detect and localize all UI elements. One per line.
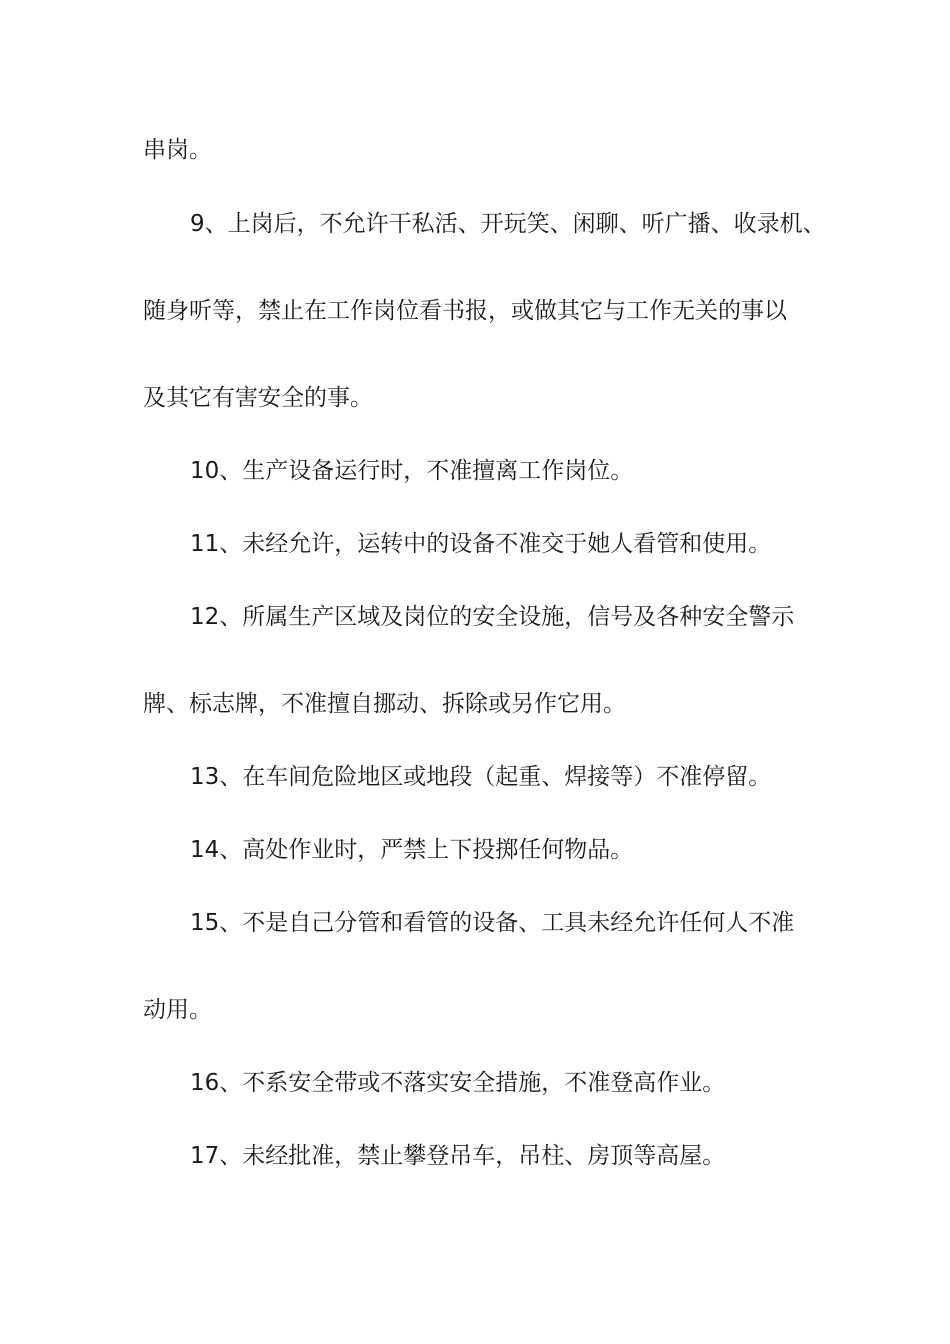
paragraph-line: 15、不是自己分管和看管的设备、工具未经允许任何人不准 [190,910,795,936]
paragraph-line: 12、所属生产区域及岗位的安全设施，信号及各种安全警示 [190,604,795,630]
paragraph-line: 串岗。 [143,137,212,163]
paragraph-line: 17、未经批准，禁止攀登吊车，吊柱、房顶等高屋。 [190,1143,726,1169]
paragraph-line: 牌、标志牌，不准擅自挪动、拆除或另作它用。 [143,691,626,717]
paragraph-line: 13、在车间危险地区或地段（起重、焊接等）不准停留。 [190,764,772,790]
paragraph-line: 16、不系安全带或不落实安全措施，不准登高作业。 [190,1070,726,1096]
paragraph-line: 10、生产设备运行时，不准擅离工作岗位。 [190,458,634,484]
paragraph-line: 动用。 [143,997,212,1023]
paragraph-line: 9、上岗后，不允许干私活、开玩笑、闲聊、听广播、收录机、 [190,211,826,237]
paragraph-line: 14、高处作业时，严禁上下投掷任何物品。 [190,837,634,863]
paragraph-line: 及其它有害安全的事。 [143,385,373,411]
paragraph-line: 随身听等，禁止在工作岗位看书报，或做其它与工作无关的事以 [143,298,787,324]
paragraph-line: 11、未经允许，运转中的设备不准交于她人看管和使用。 [190,531,772,557]
